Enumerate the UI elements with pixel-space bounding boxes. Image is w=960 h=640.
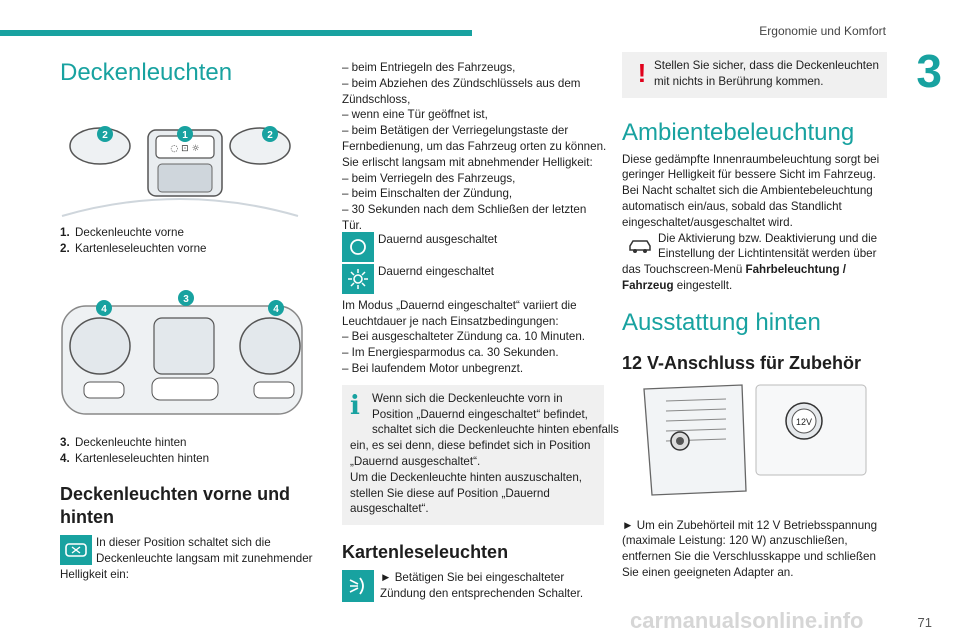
page-title: Deckenleuchten	[60, 59, 233, 86]
socket-illustration	[622, 381, 867, 499]
svg-text:◌ ⊡ ☼: ◌ ⊡ ☼	[170, 144, 200, 154]
intro-paragraph: In dieser Position schaltet sich die Deckenleuchte langsam mit zunehmender Helligkeit ein:	[60, 535, 313, 581]
socket-12v-label: 12V	[795, 416, 813, 427]
reading-light-icon	[342, 570, 374, 602]
warning-icon: !	[637, 58, 647, 88]
watermark: carmanualsonline.info	[630, 608, 864, 633]
ambient-text: Diese gedämpfte Innenraumbeleuchtung sorgt bei geringer Helligkeit für bessere Sicht im Fahrzeug. Bei Nacht schaltet sich die Ambientebeleuchtung automatisch ein/aus, sobald das Standlicht eingeschaltet/ausgeschaltet wird.	[622, 152, 880, 229]
mode-off-row: Dauernd ausgeschaltet	[342, 232, 604, 264]
warning-box: ! Stellen Sie sicher, dass die Deckenleuchten mit nichts in Berührung kommen.	[622, 52, 887, 98]
light-off-icon	[342, 232, 374, 262]
section-subtitle: Deckenleuchten vorne und hinten	[60, 483, 291, 527]
info-box: i Wenn sich die Deckenleuchte vorn in Position „Dauernd eingeschaltet“ befindet, schaltet sich die Deckenleuchte hinten ebenfalls ein, es sei denn, diese befindet sich in Position „Dauernd ausgeschaltet“. Um die Deckenleuchte hinten auszuschalten, stellen Sie diese auf Position „Dauernd ausgeschaltet“.	[342, 385, 604, 525]
mode-on-row: Dauernd eingeschaltet	[342, 264, 604, 296]
front-ceiling-light-illustration	[60, 90, 300, 218]
ambient-title: Ambientebeleuchtung	[622, 118, 855, 146]
reading-lights-text: ► Betätigen Sie bei eingeschalteter Zündung den entsprechenden Schalter.	[342, 570, 604, 602]
badge-2-right: 2	[267, 130, 273, 141]
socket-instructions: ► Um ein Zubehörteil mit 12 V Betriebsspannung (maximale Leistung: 120 W) anzuschließen, entfernen Sie die Verschlusskappe und schließen Sie einen geeigneten Adapter an.	[622, 518, 878, 579]
reading-lights-title: Kartenleseleuchten	[342, 542, 509, 563]
top-accent-bar	[0, 30, 472, 36]
info-icon: i	[350, 390, 360, 421]
column-middle	[342, 60, 619, 602]
ambient-activation: Die Aktivierung bzw. Deaktivierung und die Einstellung der Lichtintensität werden über das Touchscreen-Menü Fahrbeleuchtung / Fahrzeug eingestellt.	[622, 231, 878, 292]
rear-equipment-title: Ausstattung hinten	[622, 308, 821, 336]
badge-4-left: 4	[101, 304, 107, 316]
column-right	[622, 52, 887, 581]
legend-rear: 3. Deckenleuchte hinten 4. Kartenleseleuchten hinten	[60, 436, 210, 465]
column-left	[60, 52, 313, 583]
legend-front: 1. Deckenleuchte vorne 2. Kartenleseleuchten vorne	[60, 225, 207, 255]
badge-3: 3	[183, 294, 189, 306]
door-light-icon	[60, 535, 92, 565]
car-menu-icon	[622, 231, 658, 261]
mode-duration-text: Im Modus „Dauernd eingeschaltet“ variiert die Leuchtdauer je nach Einsatzbedingungen: – Bei ausgeschalteter Zündung ca. 10 Minuten. – Im Energiesparmodus ca. 30 Sekunden. – Bei laufendem Motor unbegrenzt.	[342, 298, 585, 375]
badge-2-left: 2	[102, 130, 108, 141]
chapter-number: 3	[916, 45, 942, 97]
socket-title: 12 V-Anschluss für Zubehör	[622, 352, 862, 373]
rear-ceiling-light-illustration	[60, 286, 305, 416]
badge-1: 1	[182, 130, 188, 141]
switching-conditions-list: – beim Entriegeln des Fahrzeugs, – beim Abziehen des Zündschlüssels aus dem Zündschloss, – wenn eine Tür geöffnet ist, – beim Betätigen der Verriegelungstaste der Fernbedienung, um das Fahrzeug orten zu können. Sie erlischt langsam mit abnehmender Helligkeit: – beim Verriegeln des Fahrzeugs, – beim Einschalten der Zündung, – 30 Sekunden nach dem Schließen der letzten Tür.	[342, 61, 607, 232]
light-on-icon	[342, 264, 374, 294]
page-number: 71	[917, 615, 932, 630]
section-header: Ergonomie und Komfort	[759, 24, 886, 38]
badge-4-right: 4	[273, 304, 279, 316]
